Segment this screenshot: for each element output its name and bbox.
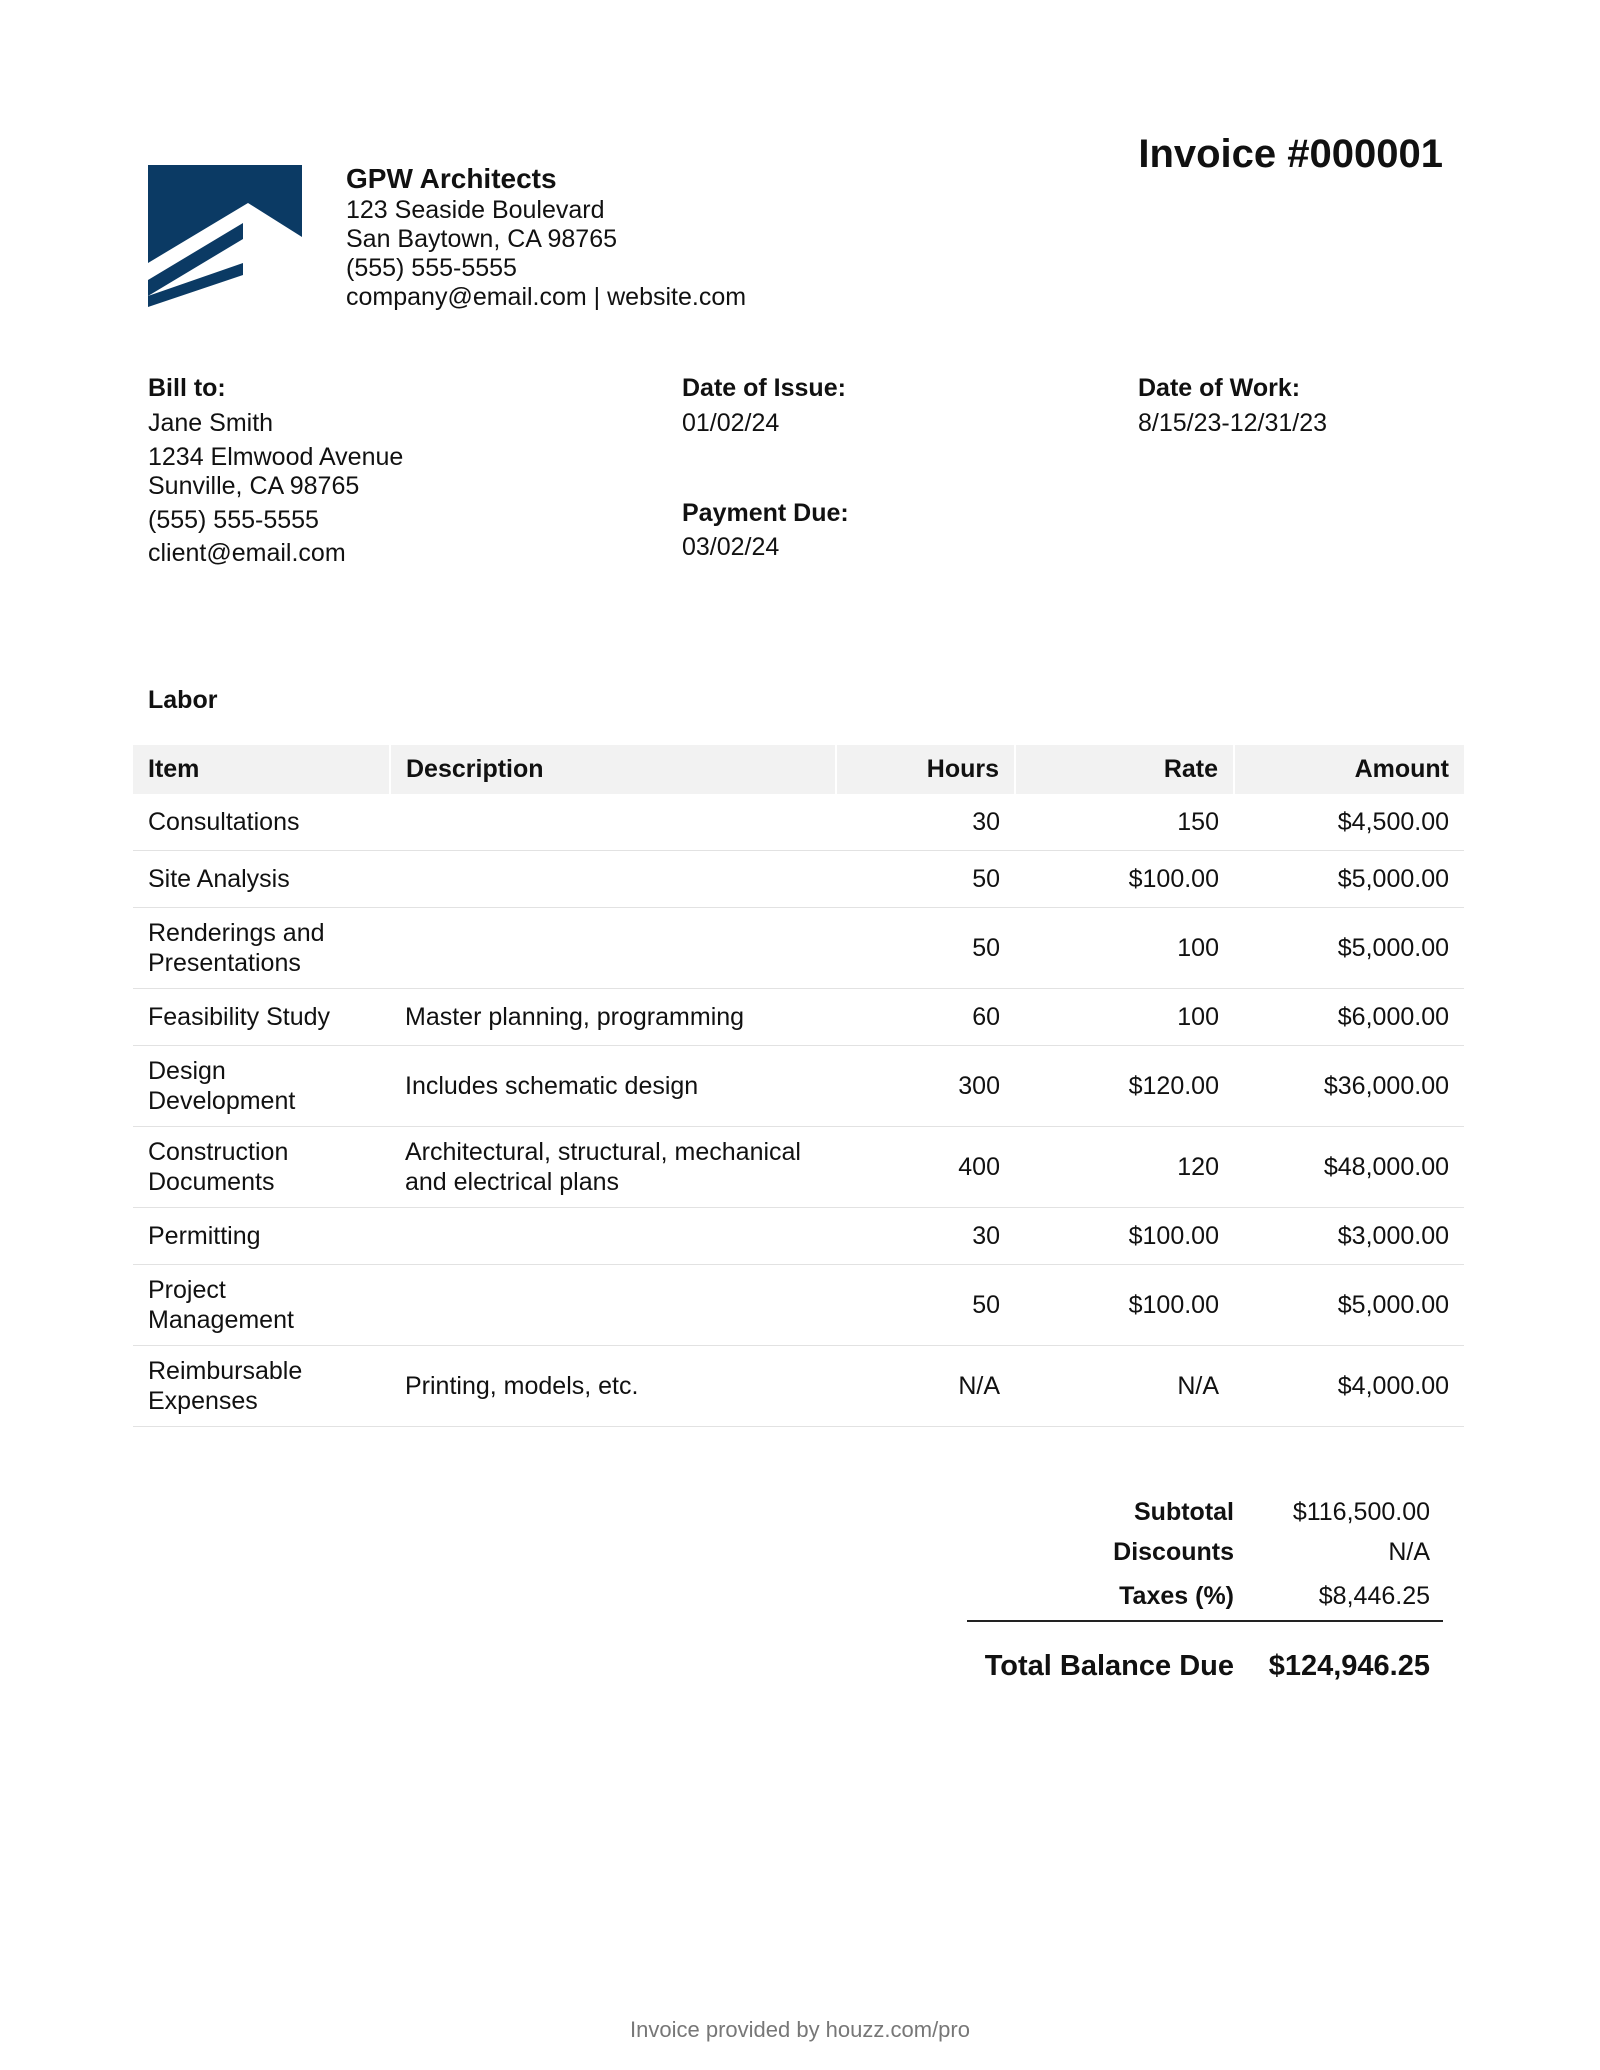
date-of-work-value: 8/15/23-12/31/23 [1138,409,1328,437]
description-cell [390,1265,836,1346]
discounts-value: N/A [1388,1538,1430,1566]
rate-cell: 100 [1015,989,1234,1046]
amount-cell: $5,000.00 [1234,1265,1464,1346]
subtotal-value: $116,500.00 [1292,1498,1430,1526]
date-of-issue-label: Date of Issue: [682,374,846,402]
subtotal-label: Subtotal [1134,1498,1234,1526]
company-phone: (555) 555-5555 [346,254,517,282]
amount-cell: $3,000.00 [1234,1208,1464,1265]
total-balance-due-label: Total Balance Due [984,1650,1234,1682]
bill-to-name: Jane Smith [148,409,274,437]
taxes-label: Taxes (%) [1119,1582,1234,1610]
amount-cell: $4,000.00 [1234,1346,1464,1427]
description-cell [390,1208,836,1265]
column-header-item: Item [133,745,390,794]
column-header-amount: Amount [1234,745,1464,794]
table-row [133,1208,1464,1265]
item-cell: Permitting [133,1208,390,1265]
item-cell: Construction Documents [133,1127,390,1208]
amount-cell: $6,000.00 [1234,989,1464,1046]
company-name: GPW Architects [346,163,557,194]
table-row [133,908,1464,989]
hours-cell: N/A [836,1346,1015,1427]
payment-due-label: Payment Due: [682,499,849,527]
bill-to-address-line-1: 1234 Elmwood Avenue [148,443,404,471]
hours-cell: 50 [836,1265,1015,1346]
column-header-rate: Rate [1015,745,1234,794]
amount-cell: $5,000.00 [1234,908,1464,989]
bill-to-label: Bill to: [148,374,226,402]
hours-cell: 30 [836,1208,1015,1265]
rate-cell: 120 [1015,1127,1234,1208]
description-cell: Printing, models, etc. [390,1346,836,1427]
labor-table [133,745,1464,1427]
taxes-value: $8,446.25 [1318,1582,1430,1610]
company-logo [148,165,302,307]
description-cell [390,908,836,989]
payment-due-value: 03/02/24 [682,533,780,561]
amount-cell: $5,000.00 [1234,851,1464,908]
table-row [133,1127,1464,1208]
table-row [133,1265,1464,1346]
description-cell: Architectural, structural, mechanical and electrical plans [390,1127,836,1208]
description-cell [390,851,836,908]
amount-cell: $48,000.00 [1234,1127,1464,1208]
rate-cell: $100.00 [1015,1208,1234,1265]
hours-cell: 50 [836,908,1015,989]
description-cell: Includes schematic design [390,1046,836,1127]
item-cell: Design Development [133,1046,390,1127]
hours-cell: 50 [836,851,1015,908]
rate-cell: 100 [1015,908,1234,989]
amount-cell: $4,500.00 [1234,794,1464,851]
hours-cell: 400 [836,1127,1015,1208]
column-header-description: Description [390,745,836,794]
bill-to-email: client@email.com [148,539,346,567]
date-of-work-label: Date of Work: [1138,374,1301,402]
item-cell: Reimbursable Expenses [133,1346,390,1427]
amount-cell: $36,000.00 [1234,1046,1464,1127]
invoice-title: Invoice #000001 [1138,132,1443,176]
bill-to-address-line-2: Sunville, CA 98765 [148,472,360,500]
item-cell: Consultations [133,794,390,851]
hours-cell: 300 [836,1046,1015,1127]
table-row [133,794,1464,851]
description-cell [390,794,836,851]
table-row [133,1046,1464,1127]
item-cell: Renderings and Presentations [133,908,390,989]
table-row [133,851,1464,908]
date-of-issue-value: 01/02/24 [682,409,780,437]
table-header-row [133,745,1464,794]
item-cell: Project Management [133,1265,390,1346]
column-header-hours: Hours [836,745,1015,794]
hours-cell: 60 [836,989,1015,1046]
rate-cell: $100.00 [1015,1265,1234,1346]
hours-cell: 30 [836,794,1015,851]
description-cell: Master planning, programming [390,989,836,1046]
rate-cell: $120.00 [1015,1046,1234,1127]
footer-credit: Invoice provided by houzz.com/pro [630,2017,970,2042]
rate-cell: 150 [1015,794,1234,851]
item-cell: Site Analysis [133,851,390,908]
discounts-label: Discounts [1113,1538,1234,1566]
company-address-line-2: San Baytown, CA 98765 [346,225,618,253]
item-cell: Feasibility Study [133,989,390,1046]
company-address-line-1: 123 Seaside Boulevard [346,196,605,224]
bill-to-phone: (555) 555-5555 [148,506,319,534]
rate-cell: $100.00 [1015,851,1234,908]
table-row [133,1346,1464,1427]
labor-section-title: Labor [148,686,218,714]
total-balance-due-value: $124,946.25 [1268,1650,1430,1682]
company-contact: company@email.com | website.com [346,283,747,311]
table-row [133,989,1464,1046]
rate-cell: N/A [1015,1346,1234,1427]
total-divider [967,1620,1443,1622]
